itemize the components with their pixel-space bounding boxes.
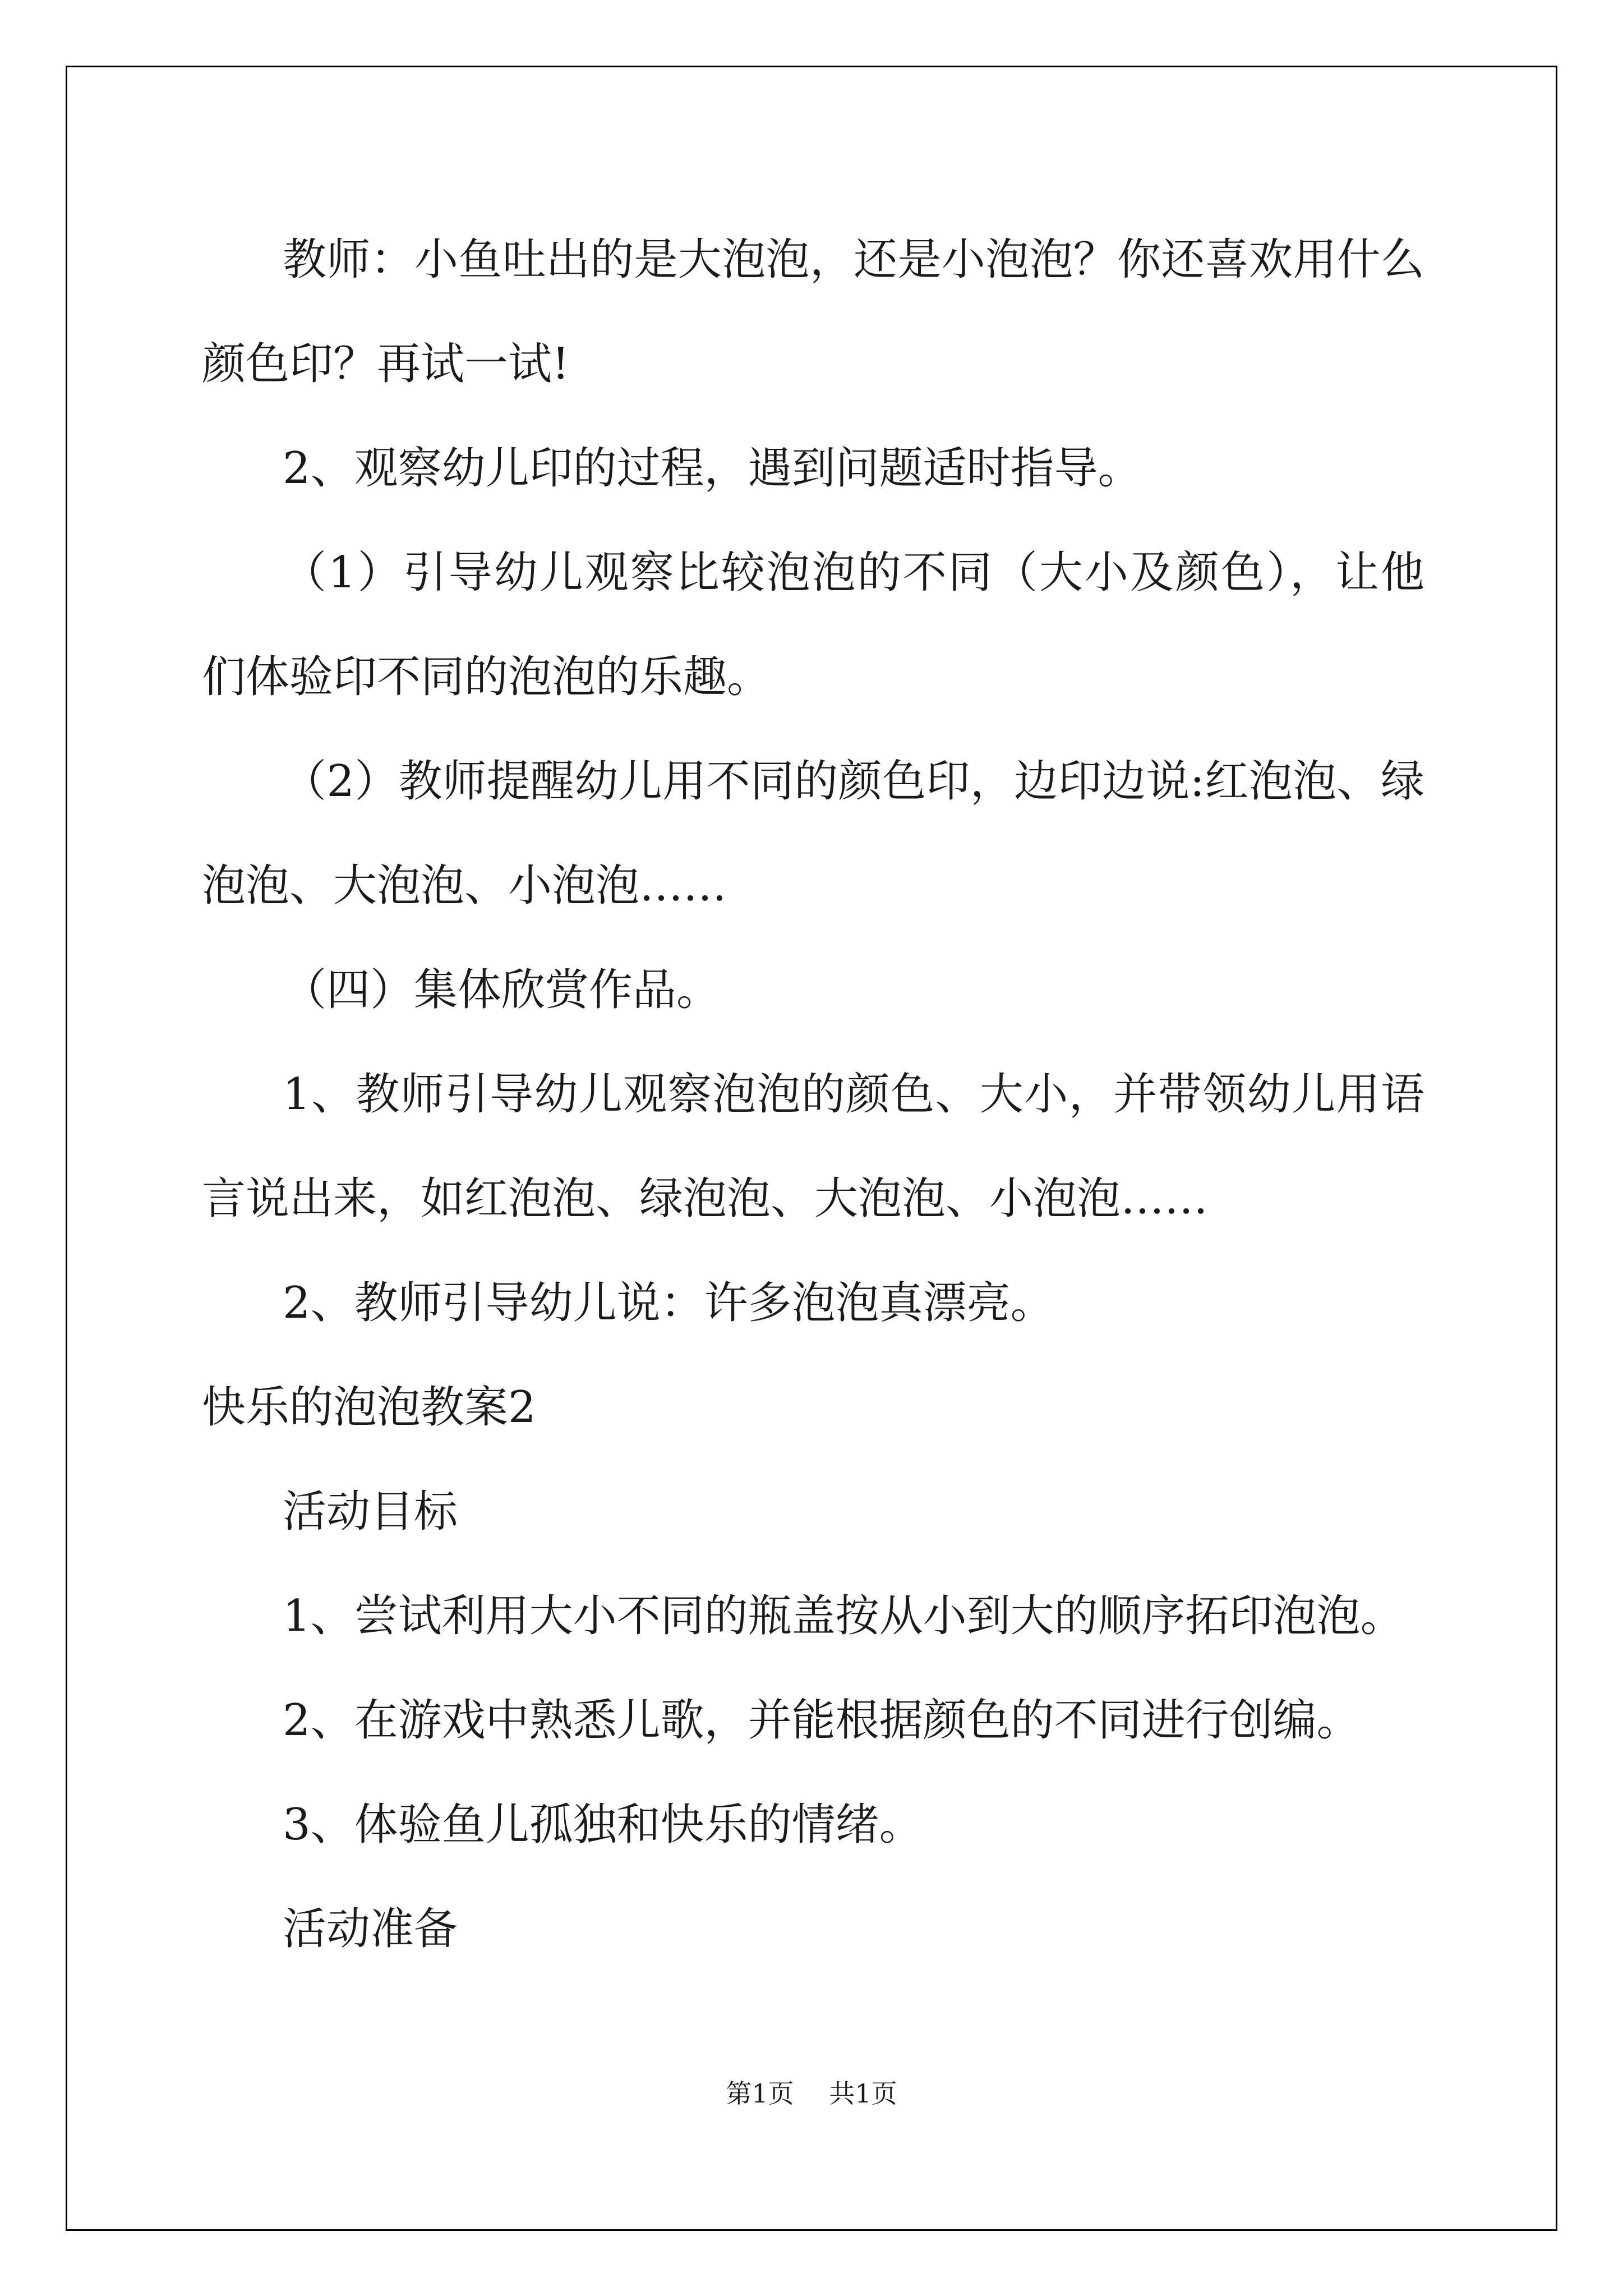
page-number: 第1页	[726, 2078, 794, 2109]
goal-item-1: 1、尝试利用大小不同的瓶盖按从小到大的顺序拓印泡泡。	[283, 1591, 1404, 1641]
goal-item-2: 2、在游戏中熟悉儿歌，并能根据颜色的不同进行创编。	[283, 1695, 1361, 1746]
heading-activity-goals: 活动目标	[283, 1487, 458, 1537]
paragraph-compare-bubbles: （1）引导幼儿观察比较泡泡的不同（大小及颜色），让他们体验印不同的泡泡的乐趣。	[202, 547, 1424, 702]
paragraph-beautiful-bubbles: 2、教师引导幼儿说：许多泡泡真漂亮。	[283, 1278, 1054, 1328]
heading-activity-preparation: 活动准备	[283, 1904, 458, 1954]
page-footer	[0, 2077, 1623, 2110]
paragraph-color-reminder: （2）教师提醒幼儿用不同的颜色印，边印边说:红泡泡、绿泡泡、大泡泡、小泡泡……	[202, 756, 1424, 911]
paragraph-observe-colors: 1、教师引导幼儿观察泡泡的颜色、大小，并带领幼儿用语言说出来，如红泡泡、绿泡泡、大泡泡、小泡泡……	[202, 1069, 1424, 1224]
paragraph-section-appreciate: （四）集体欣赏作品。	[283, 965, 721, 1015]
document-body	[202, 208, 1424, 1981]
paragraph-teacher-question: 教师：小鱼吐出的是大泡泡，还是小泡泡？你还喜欢用什么颜色印？再试一试!	[202, 234, 1424, 389]
paragraph-observe-process: 2、观察幼儿印的过程，遇到问题适时指导。	[283, 443, 1142, 494]
section-title-lesson-2: 快乐的泡泡教案2	[202, 1382, 536, 1433]
page-total: 共1页	[829, 2078, 897, 2109]
goal-item-3: 3、体验鱼儿孤独和快乐的情绪。	[283, 1800, 923, 1850]
